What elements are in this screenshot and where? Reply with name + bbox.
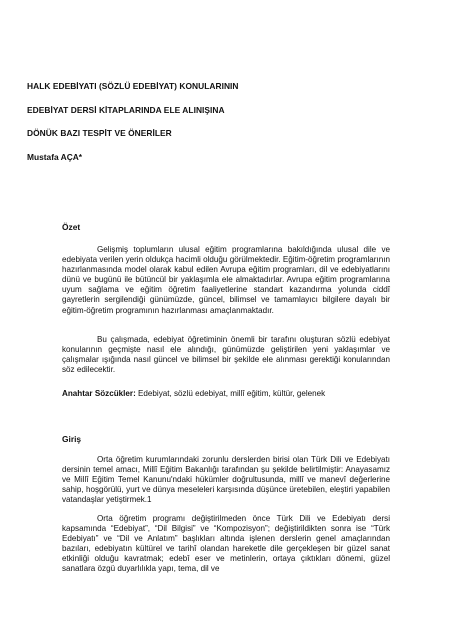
keywords-label: Anahtar Sözcükler: xyxy=(62,389,136,398)
intro-heading: Giriş xyxy=(62,434,82,444)
intro-paragraph-1-text: Orta öğretim kurumlarındaki zorunlu derslerden birisi olan Türk Dili ve Edebiyatı dersinin temel amacı, Millî Eğitim Bakanlığı tarafından şu şekilde belirtilmiştir: Anayasamız ve Millî Eğitim Temel Kanunu'ndaki hükümler doğrultusunda, millî ve manevî değerlerine sahip, hoşgörülü, yurt ve dünya meseleleri karşısında düşünce üretebilen, eleştiri yapabilen vatandaşlar yetiştirmek.1 xyxy=(62,455,390,505)
abstract-paragraph-1 xyxy=(62,245,390,316)
abstract-paragraph-2 xyxy=(62,335,390,375)
title-line-3: DÖNÜK BAZI TESPİT VE ÖNERİLER xyxy=(27,128,172,138)
intro-paragraph-2 xyxy=(62,514,390,575)
intro-paragraph-1 xyxy=(62,455,390,505)
abstract-heading: Özet xyxy=(62,222,81,232)
keywords-value: Edebiyat, sözlü edebiyat, millî eğitim, kültür, gelenek xyxy=(135,389,326,398)
title-line-2: EDEBİYAT DERSİ KİTAPLARINDA ELE ALINIŞINA xyxy=(27,105,225,115)
abstract-paragraph-2-text: Bu çalışmada, edebiyat öğretiminin önemli bir tarafını oluşturan sözlü edebiyat konularının geçmişte nasıl ele alındığı, günümüzde geliştirilen yeni yaklaşımlar ve çalışmalar ışığında nasıl güncel ve bilimsel bir şekilde ele alınması gerektiği konularından söz edilecektir. xyxy=(62,335,390,375)
author-name: Mustafa AÇA* xyxy=(27,152,83,162)
keywords xyxy=(62,389,325,398)
abstract-paragraph-1-text: Gelişmiş toplumların ulusal eğitim programlarına bakıldığında ulusal dile ve edebiyata verilen yerin oldukça hacimli olduğu görülmektedir. Eğitim-öğretim programlarının hazırlanmasında model olarak kabul edilen Avrupa eğitim programları, dil ve edebiyatlarını dünü ve bugünü ile bütüncül bir yaklaşımla ele almaktadırlar. Avrupa eğitim programlarına uyum sağlama ve eğitim öğretim faaliyetlerine standart kazandırma yolunda ciddî gayretlerin sergilendiği günümüzde, güncel, bilimsel ve tamamlayıcı bilgilere dayalı bir eğitim-öğretim programının hazırlanması amaçlanmaktadır. xyxy=(62,245,390,315)
title-line-1: HALK EDEBİYATI (SÖZLÜ EDEBİYAT) KONULARININ xyxy=(27,81,239,91)
intro-paragraph-2-text: Orta öğretim programı değiştirilmeden önce Türk Dili ve Edebiyatı dersi kapsamında “Edebiyat”, “Dil Bilgisi” ve “Kompozisyon”; değiştirildikten sonra ise “Türk Edebiyatı” ve “Dil ve Anlatım” başlıkları altında işlenen derslerin genel amaçlarından bazıları, edebiyatın kültürel ve tarihî olandan hareketle dile gerçekleşen bir güzel sanat etkinliği olduğu kavratmak; edebî eser ve metinlerin, ortaya çıktıkları dönemi, güzel sanatlara özgü duyarlılıkla yapı, tema, dil ve xyxy=(62,514,390,574)
